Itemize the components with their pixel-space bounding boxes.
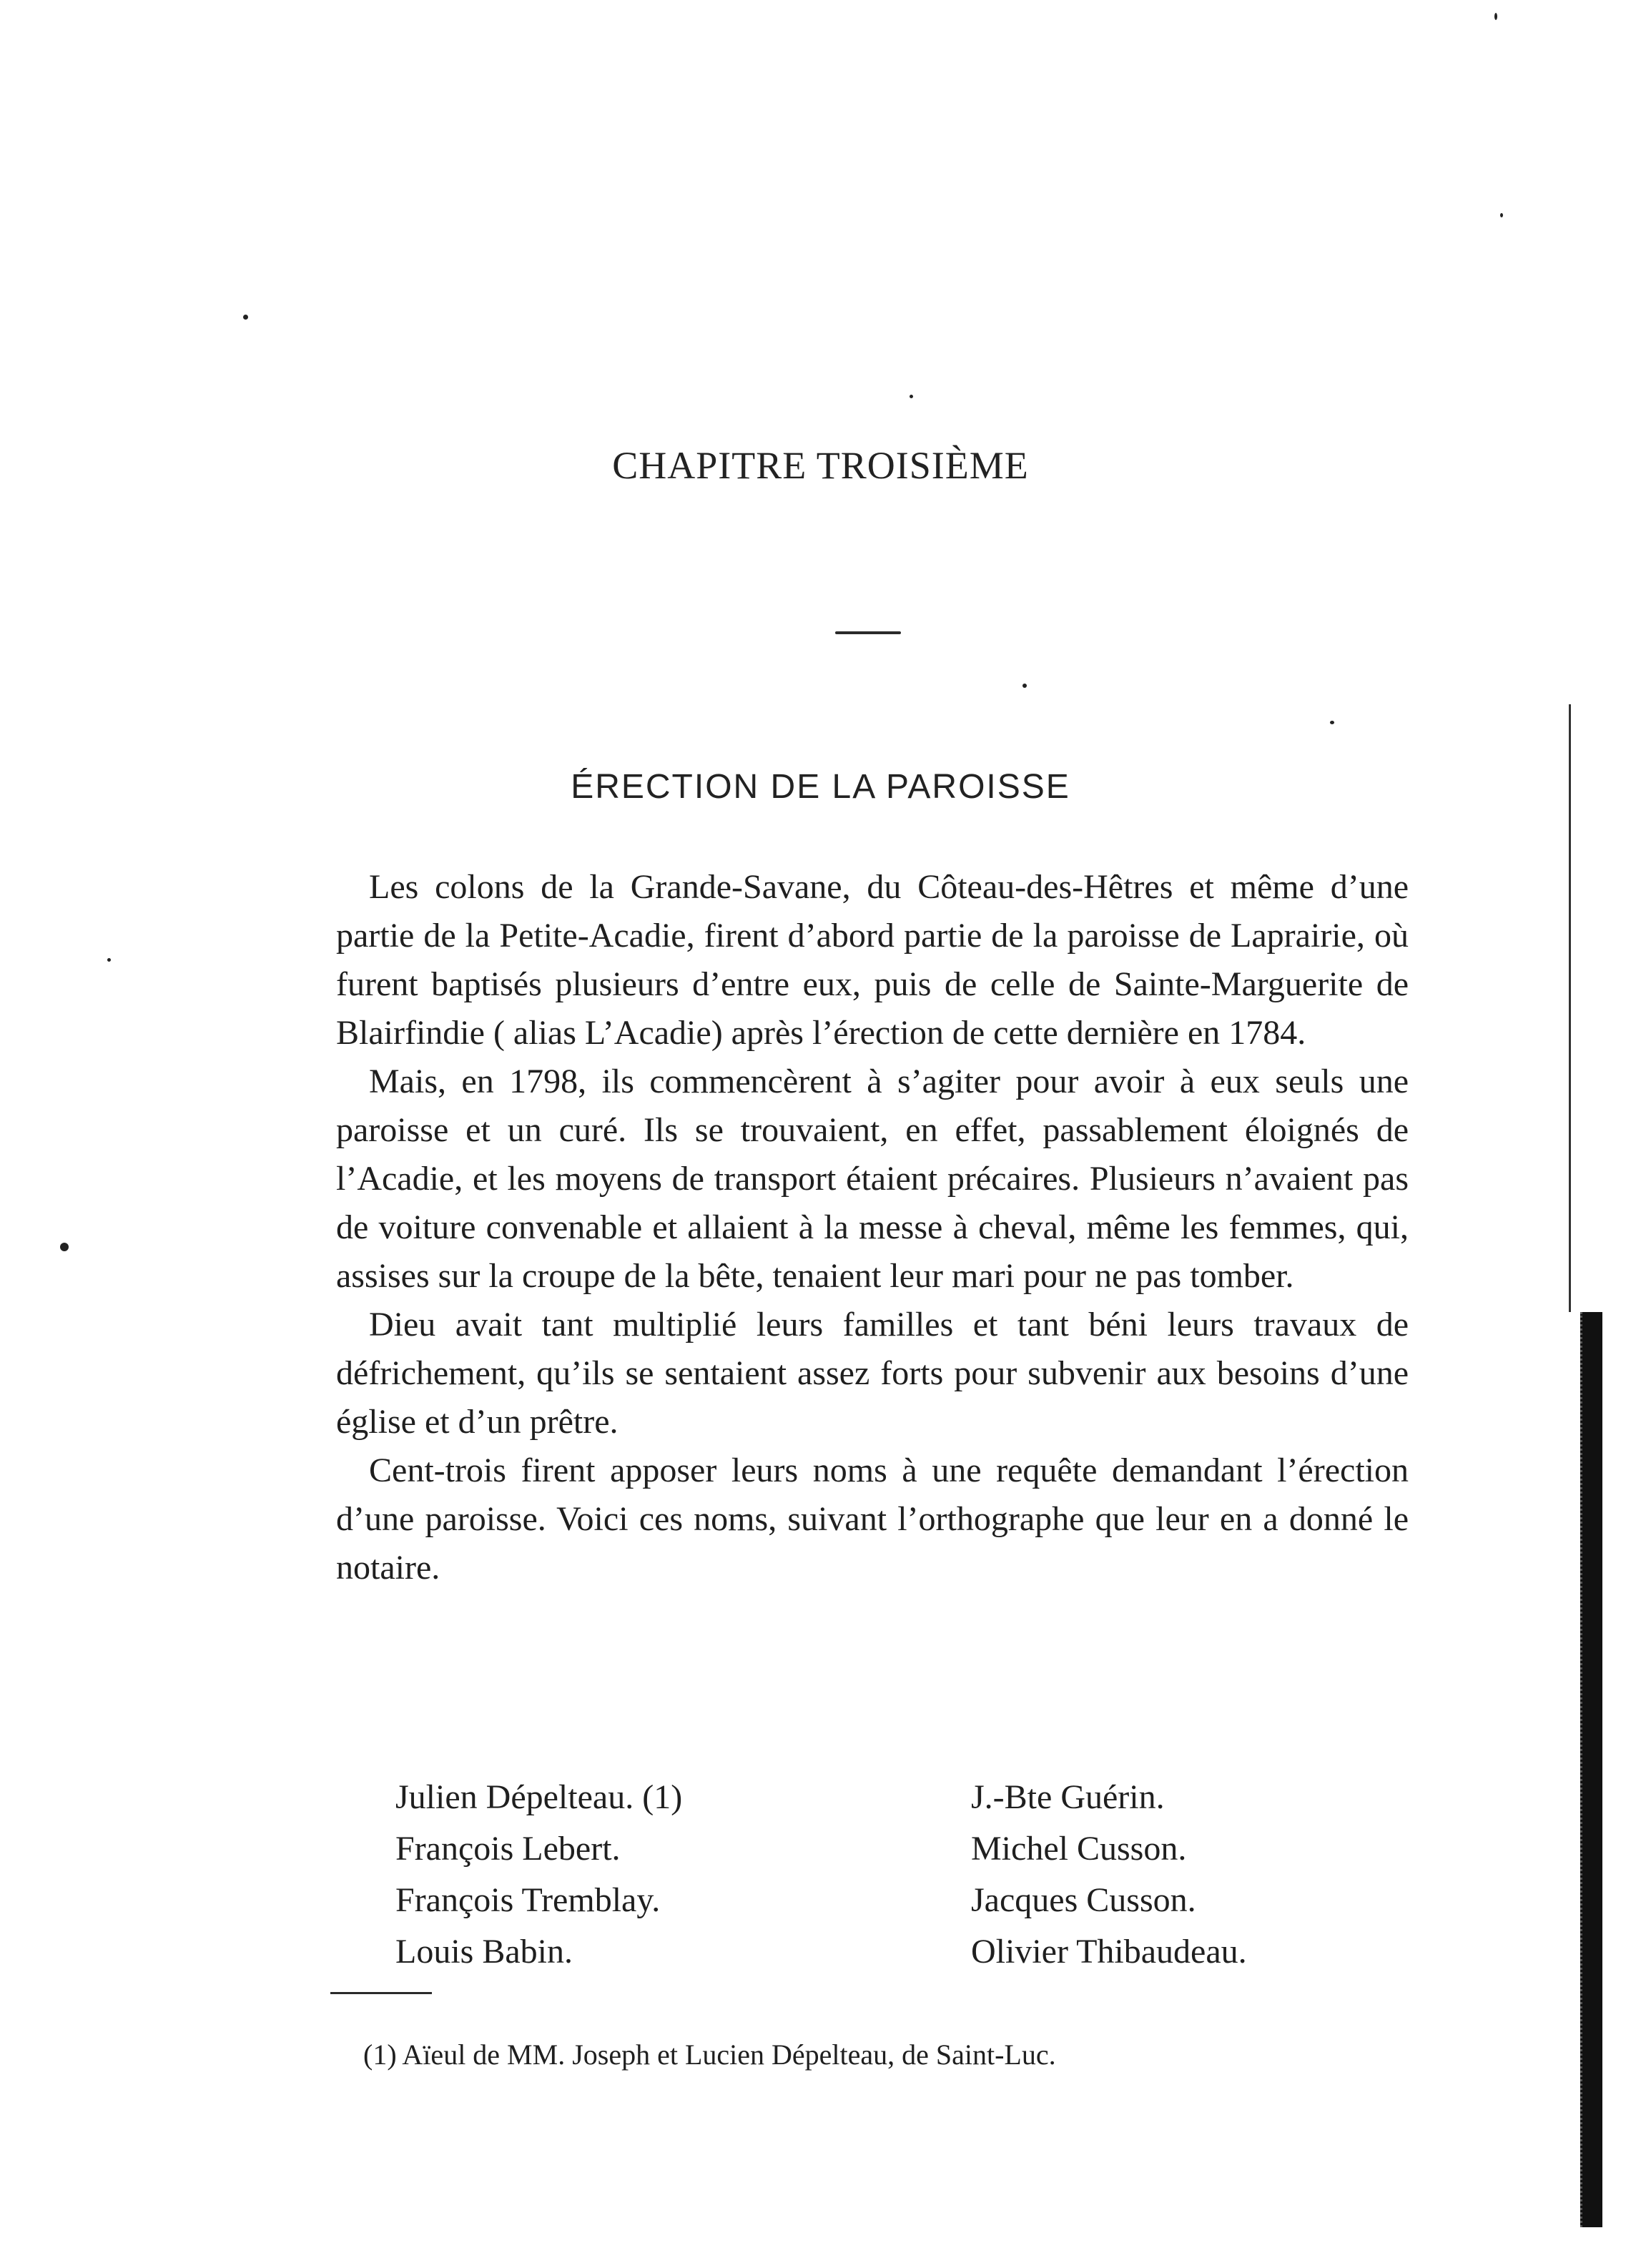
paragraph: Mais, en 1798, ils commencèrent à s’agiter pour avoir à eux seuls une paroisse et un curé. Ils se trouvaient, en effet, passablement éloignés de l’Acadie, et les moyens de transport étaient précaires. Plusieurs n’avaient pas de voiture convenable et allaient à la messe à cheval, même les femmes, qui, assises sur la croupe de la bête, tenaient leur mari pour ne pas tomber. <box>336 1062 1409 1295</box>
scan-speck <box>107 958 111 962</box>
scan-speck <box>1330 721 1334 724</box>
scan-speck <box>60 1243 69 1251</box>
footnote-divider <box>330 1992 432 1994</box>
scan-edge-shadow <box>1580 1312 1602 2227</box>
scan-speck <box>910 395 913 398</box>
petitioner-name: J.-Bte Guérin. <box>971 1778 1165 1816</box>
paragraph: Les colons de la Grande-Savane, du Côteau-des-Hêtres et même d’une partie de la Petite-Acadie, firent d’abord partie de la paroisse de Laprairie, où furent baptisés plusieurs d’entre eux, puis de celle de Sainte-Marguerite de Blairfindie ( alias L’Acadie) après l’érection de cette dernière en 1784. <box>336 868 1409 1052</box>
petitioner-name: Louis Babin. <box>395 1933 573 1971</box>
scan-edge-line <box>1569 704 1571 1312</box>
body-text <box>336 863 1409 1592</box>
names-right-column <box>971 1772 1400 1978</box>
scan-speck <box>1500 213 1503 217</box>
petitioner-name: François Tremblay. <box>395 1881 661 1919</box>
scan-speck <box>243 315 248 320</box>
paragraph: Cent-trois firent apposer leurs noms à une requête demandant l’érection d’une paroisse. Voici ces noms, suivant l’orthographe que leur en a donné le notaire. <box>336 1451 1409 1587</box>
scan-speck <box>1494 13 1497 20</box>
petitioner-name: Olivier Thibaudeau. <box>971 1933 1247 1971</box>
section-title: ÉRECTION DE LA PAROISSE <box>571 768 1070 806</box>
paragraph: Dieu avait tant multiplié leurs familles et tant béni leurs travaux de défrichement, qu’ils se sentaient assez forts pour subvenir aux besoins d’une église et d’un prêtre. <box>336 1306 1409 1441</box>
petitioner-name: Michel Cusson. <box>971 1830 1187 1868</box>
title-divider <box>835 631 901 634</box>
petitioner-name: François Lebert. <box>395 1830 621 1868</box>
names-left-column <box>395 1772 896 1978</box>
chapter-title: CHAPITRE TROISIÈME <box>612 444 1029 487</box>
petitioner-name: Julien Dépelteau. (1) <box>395 1778 683 1816</box>
scan-speck <box>1022 684 1027 688</box>
petitioner-name: Jacques Cusson. <box>971 1881 1196 1919</box>
footnote: (1) Aïeul de MM. Joseph et Lucien Dépelteau, de Saint-Luc. <box>363 2038 1056 2071</box>
